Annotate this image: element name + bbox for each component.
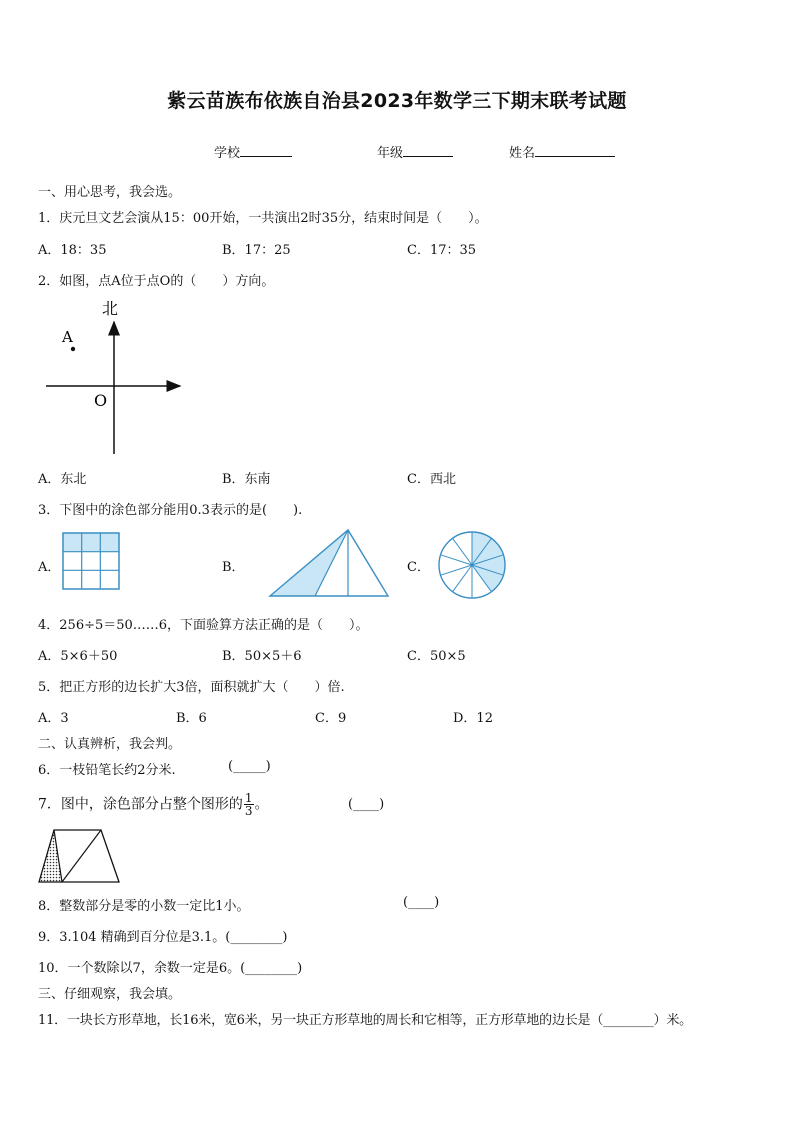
q1-option-c[interactable]: C．17：35 [407,243,477,258]
origin-label: O [94,391,108,410]
q7-text: 7．图中，涂色部分占整个图形的 [38,796,243,813]
grid-figure [62,532,120,590]
q2-option-a[interactable]: A．东北 [38,472,87,487]
q8-answer-blank[interactable]: (____) [403,895,440,910]
grade-field[interactable] [377,142,453,161]
q6-answer-blank[interactable]: (_____) [228,759,271,774]
section-1-heading: 一、用心思考，我会选。 [38,185,182,200]
q2-option-b[interactable]: B．东南 [222,472,271,487]
q1-option-a[interactable]: A．18：35 [38,243,107,258]
q5-option-b[interactable]: B．6 [176,711,207,726]
q2-option-c[interactable]: C．西北 [407,472,456,487]
q4-option-b[interactable]: B．50×5＋6 [222,649,302,664]
q4-option-a[interactable]: A．5×6＋50 [38,649,118,664]
question-5: 5．把正方形的边长扩大3倍，面积就扩大（ ）倍. [38,680,345,695]
q5-option-d[interactable]: D．12 [453,711,493,726]
section-3-heading: 三、仔细观察，我会填。 [38,987,182,1002]
q5-option-c[interactable]: C．9 [315,711,347,726]
fraction-one-third [244,792,254,817]
triangle-figure [268,528,392,600]
q7-end: 。 [254,796,269,813]
q4-option-c[interactable]: C．50×5 [407,649,466,664]
q7-answer-blank[interactable]: (____) [348,797,385,812]
fraction-denominator: 3 [244,804,253,818]
q3-option-a[interactable]: A． [38,560,61,575]
grade-label: 年级 [377,146,404,161]
circle-figure [437,530,507,600]
trapezoid-figure [37,828,123,884]
q1-option-b[interactable]: B．17：25 [222,243,291,258]
name-label: 姓名 [509,146,536,161]
question-8: 8．整数部分是零的小数一定比1小。 [38,899,250,914]
name-field[interactable] [509,142,615,161]
section-2-heading: 二、认真辨析，我会判。 [38,737,182,752]
q5-option-a[interactable]: A．3 [38,711,69,726]
point-a-label: A [62,328,73,346]
grid-shaded-row [63,533,119,552]
question-10: 10．一个数除以7，余数一定是6。(________) [38,961,303,976]
compass-diagram [40,296,190,458]
question-4: 4．256÷5＝50……6，下面验算方法正确的是（ ）。 [38,618,369,633]
question-3: 3．下图中的涂色部分能用0.3表示的是( ). [38,503,303,518]
page-title: 紫云苗族布依族自治县2023年数学三下期末联考试题 [167,90,627,112]
q3-option-b[interactable]: B． [222,560,245,575]
school-label: 学校 [214,146,241,161]
question-9: 9．3.104 精确到百分位是3.1。(________) [38,930,288,945]
question-6: 6．一枝铅笔长约2分米. [38,763,176,778]
fraction-numerator: 1 [244,791,253,805]
question-7 [38,792,269,817]
grade-blank[interactable] [403,144,453,157]
question-11: 11．一块长方形草地，长16米，宽6米，另一块正方形草地的周长和它相等，正方形草地的边长是（________）米。 [38,1013,692,1028]
school-field[interactable] [214,142,292,161]
north-label: 北 [102,299,119,318]
q3-option-c[interactable]: C． [407,560,430,575]
point-a-dot [71,347,75,351]
school-blank[interactable] [240,144,292,157]
name-blank[interactable] [535,144,615,157]
question-2: 2．如图，点A位于点O的（ ）方向。 [38,274,275,289]
question-1: 1．庆元旦文艺会演从15：00开始，一共演出2时35分，结束时间是（ ）。 [38,211,488,226]
